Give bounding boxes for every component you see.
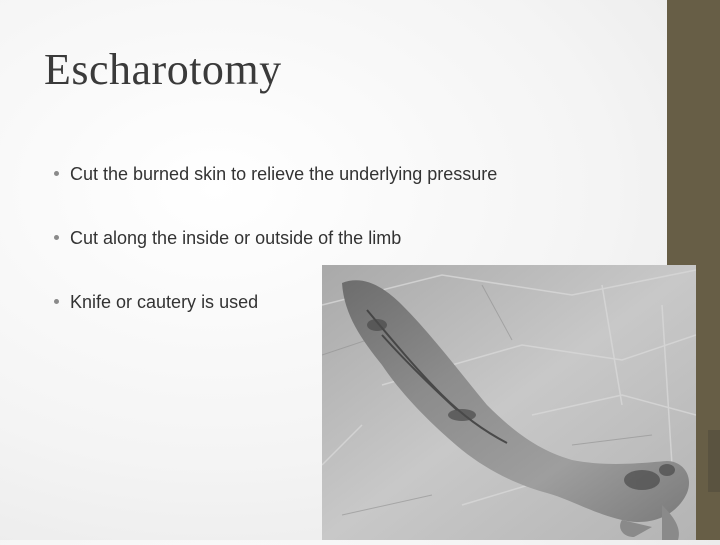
bullet-text: Cut along the inside or outside of the limb bbox=[70, 228, 402, 248]
sidebar-tab bbox=[708, 430, 720, 492]
slide-title: Escharotomy bbox=[44, 45, 282, 94]
bullet-text: Cut the burned skin to relieve the underlying pressure bbox=[70, 164, 498, 184]
bullet-item bbox=[54, 162, 497, 186]
bullet-dot-icon bbox=[54, 235, 59, 240]
bullet-item bbox=[54, 226, 401, 250]
escharotomy-photo bbox=[322, 265, 696, 540]
bullet-text: Knife or cautery is used bbox=[70, 292, 259, 312]
bullet-dot-icon bbox=[54, 171, 59, 176]
forearm-photo-illustration bbox=[322, 265, 696, 540]
bullet-dot-icon bbox=[54, 299, 59, 304]
bullet-item bbox=[54, 290, 258, 314]
